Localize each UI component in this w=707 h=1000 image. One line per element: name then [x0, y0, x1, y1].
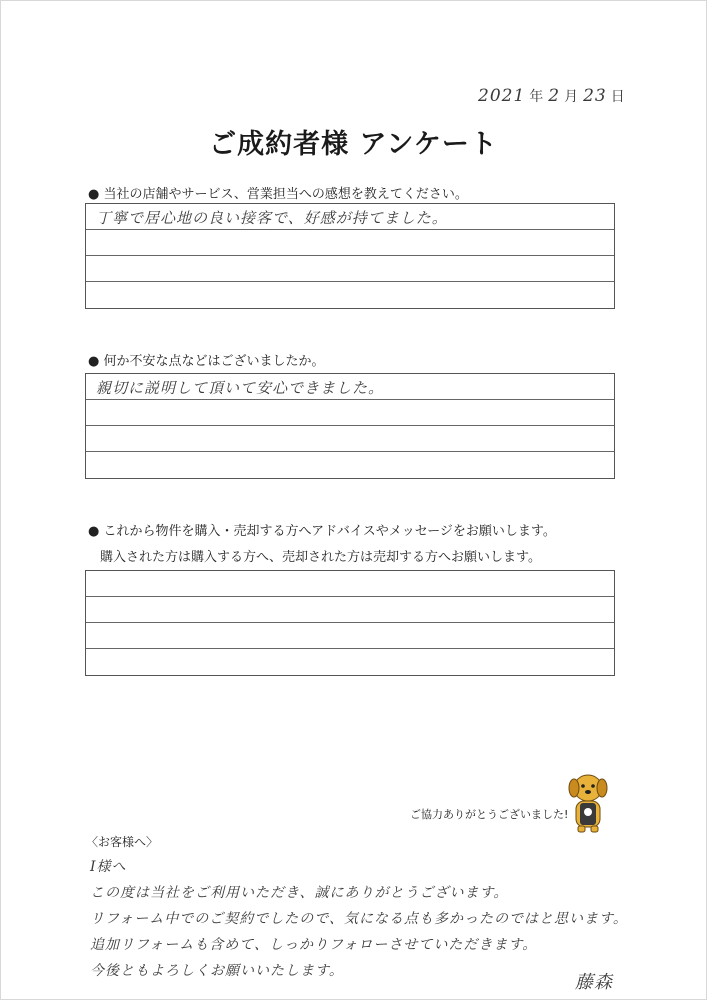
- answer-row: [86, 649, 614, 675]
- date-year-label: 年: [529, 89, 545, 105]
- thanks-message: ご協力ありがとうございました!: [410, 808, 569, 821]
- message-line: この度は当社をご利用いただき、誠にありがとうございます。: [90, 885, 509, 901]
- answer-row: [86, 256, 614, 282]
- answer-box-2: [85, 373, 615, 479]
- answer-text: 丁寧で居心地の良い接客で、好感が持てました。: [96, 209, 448, 227]
- answer-row: [86, 597, 614, 623]
- signature: 藤森: [575, 972, 613, 993]
- date-day: 23: [583, 86, 607, 106]
- answer-box-3: [85, 570, 615, 676]
- dog-mascot-icon: [565, 772, 611, 834]
- answer-row: [86, 204, 614, 230]
- question-2: ● 何か不安な点などはございましたか。: [88, 354, 325, 369]
- answer-row: [86, 400, 614, 426]
- answer-row: [86, 623, 614, 649]
- answer-text: 親切に説明して頂いて安心できました。: [96, 379, 385, 397]
- answer-row: [86, 282, 614, 308]
- question-1: ● 当社の店舗やサービス、営業担当への感想を教えてください。: [88, 187, 468, 202]
- answer-row: [86, 374, 614, 400]
- page-title: ご成約者様 アンケート: [209, 129, 498, 160]
- date-month-label: 月: [564, 89, 580, 105]
- answer-row: [86, 426, 614, 452]
- answer-row: [86, 452, 614, 478]
- answer-box-1: [85, 203, 615, 309]
- message-line: 追加リフォームも含めて、しっかりフォローさせていただきます。: [90, 937, 538, 953]
- date: [478, 86, 630, 106]
- answer-row: [86, 230, 614, 256]
- customer-section-label: 〈お客様へ〉: [86, 835, 159, 849]
- message-line: I様へ: [90, 859, 127, 875]
- date-month: 2: [548, 86, 561, 106]
- date-year: 2021: [478, 86, 526, 106]
- message-line: リフォーム中でのご契約でしたので、気になる点も多かったのではと思います。: [90, 911, 628, 927]
- message-line: 今後ともよろしくお願いいたします。: [90, 963, 344, 979]
- question-3-sub: 購入された方は購入する方へ、売却された方は売却する方へお願いします。: [100, 550, 541, 565]
- answer-row: [86, 571, 614, 597]
- question-3: ● これから物件を購入・売却する方へアドバイスやメッセージをお願いします。: [88, 524, 556, 539]
- date-day-label: 日: [610, 89, 626, 105]
